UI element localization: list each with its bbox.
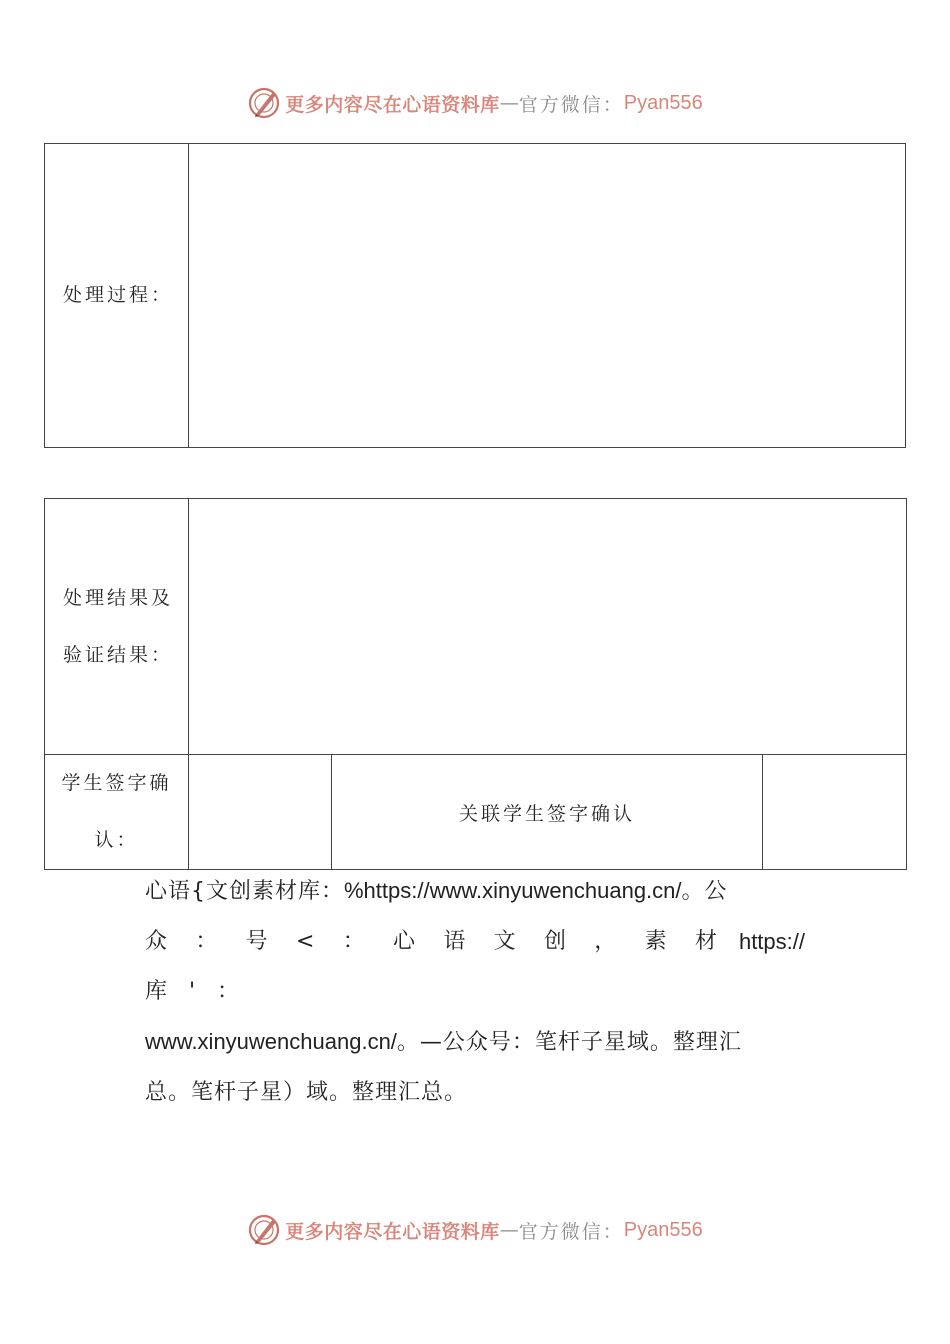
student-sign-cell[interactable] [189,755,332,870]
note-line-1 [145,866,805,917]
note-line4-text: 总。笔杆子星）域。整理汇总。 [145,1080,468,1105]
note-line2-url: https:// [738,929,805,954]
result-table [44,498,907,870]
footer-separator: — [499,1219,519,1241]
note-line-2 [145,917,805,1017]
pen-logo-icon [247,86,281,120]
header-banner [0,83,950,123]
student-sign-label [45,755,189,870]
process-content-cell[interactable] [189,144,906,448]
result-label-line1: 处理结果及 [63,586,174,609]
note-line-3 [145,1017,805,1068]
pen-logo-icon [247,1213,281,1247]
related-sign-label-text: 关联学生签字确认 [458,802,635,825]
banner-separator: — [499,92,519,114]
related-sign-cell[interactable] [763,755,907,870]
note-line-4 [145,1068,805,1118]
related-sign-label [332,755,763,870]
result-label [45,499,189,755]
note-line2-text: 众：号<：心语文创，素材库'： [145,929,739,1004]
banner-wechat-label: 官方微信： [518,93,624,116]
note-line1-text: 心语{文创素材库： [145,879,344,904]
result-label-line2: 验证结果： [63,643,174,666]
process-table [44,143,906,448]
note-line1-tail: 。公 [681,879,728,904]
process-label-text: 处理过程： [63,284,174,306]
footer-main-text: 更多内容尽在心语资料库 [285,1220,500,1243]
student-sign-label-line2: 认： [94,829,139,851]
result-content-cell[interactable] [189,499,907,755]
footer-wechat-label: 官方微信： [518,1220,624,1243]
note-line3-text: 。—公众号：笔杆子星域。整理汇 [396,1030,742,1055]
footer-banner [0,1210,950,1250]
banner-main-text: 更多内容尽在心语资料库 [285,93,500,116]
footer-wechat-id: Pyan556 [623,1218,703,1241]
banner-wechat-id: Pyan556 [623,91,703,114]
process-label [45,144,189,448]
watermark-note [145,866,805,1118]
student-sign-label-line1: 学生签字确 [61,772,172,794]
note-line1-url: %https://www.xinyuwenchuang.cn/ [344,878,682,903]
note-line3-url: www.xinyuwenchuang.cn/ [145,1029,397,1054]
